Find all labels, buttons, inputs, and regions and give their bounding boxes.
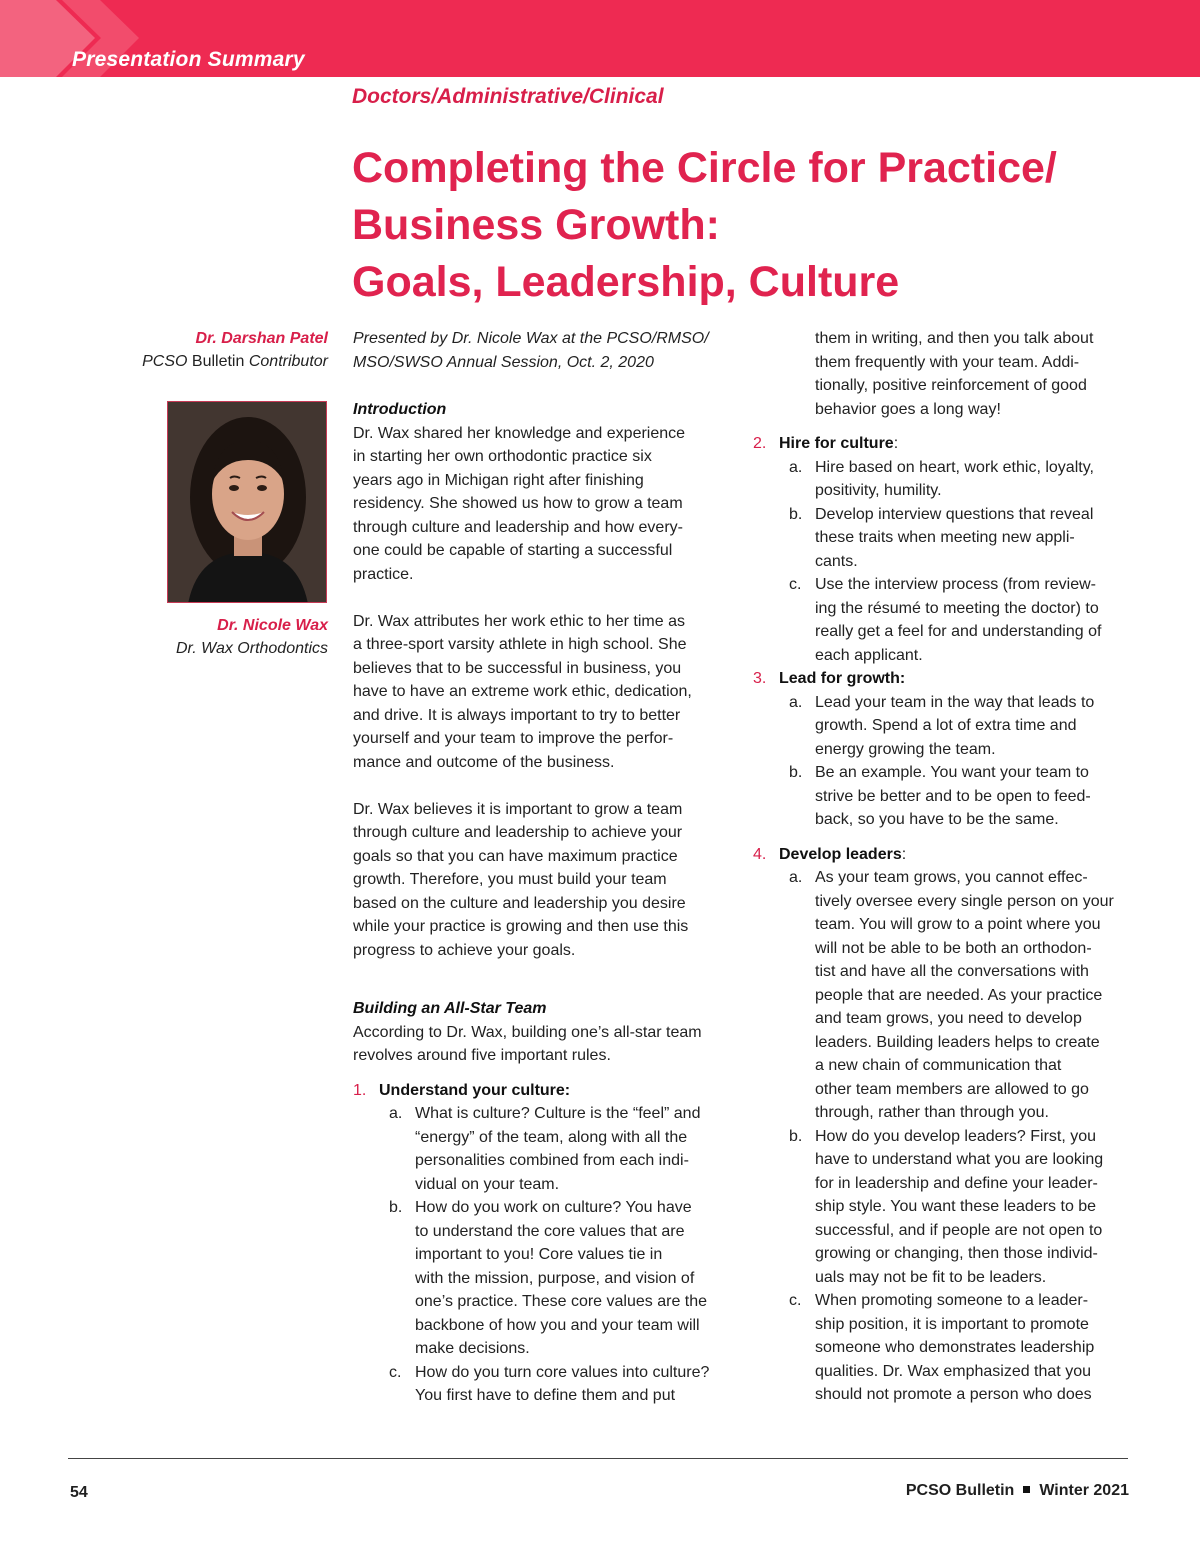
rule-subitem-continued: them in writing, and then you talk about them frequently with your team. Addi- tionally, positive reinforcement of good behavior goes a long way! (815, 330, 1094, 418)
intro-paragraph: Dr. Wax attributes her work ethic to her time as a three-sport varsity athlete in high school. She believes that to be successful in business, you have to have an extreme work ethic, dedication, and drive. It is always important to try to better yourself and your team to improve the perfor- mance and outcome of the business. (353, 612, 692, 771)
presenter-name: Dr. Nicole Wax (217, 617, 328, 634)
author-name: Dr. Darshan Patel (195, 330, 328, 347)
presenter-photo (167, 401, 327, 603)
rule-item: 2. Hire for culture: (753, 435, 899, 452)
rule-subitem: c. Use the interview process (from review- ing the résumé to meeting the doctor) to really get a feel for and understanding of each applicant. (789, 576, 1102, 664)
author-byline (142, 327, 328, 373)
article-title (352, 140, 1152, 311)
team-heading: Building an All-Star Team (353, 1000, 547, 1017)
rule-subitem: c. When promoting someone to a leader- ship position, it is important to promote someone who demonstrates leadership qualities. Dr. Wax emphasized that you should not promote a person who does (789, 1292, 1095, 1403)
issue-name: Winter 2021 (1039, 1482, 1129, 1499)
intro-heading: Introduction (353, 401, 447, 418)
article-column-left (353, 327, 733, 1408)
rule-subitem: a. What is culture? Culture is the “feel” and “energy” of the team, along with all the personalities combined from each indi- vidual on your team. (389, 1105, 701, 1193)
page-number: 54 (70, 1484, 88, 1501)
publication-footer (906, 1482, 1129, 1500)
intro-paragraph: Dr. Wax shared her knowledge and experience in starting her own orthodontic practice six years ago in Michigan right after finishing residency. She showed us how to grow a team through culture and leadership and how every- one could be capable of starting a successful practice. (353, 424, 686, 583)
author-role: PCSO Bulletin Contributor (142, 353, 328, 370)
square-bullet-icon (1023, 1486, 1030, 1493)
presented-by: Presented by Dr. Nicole Wax at the PCSO/RMSO/ MSO/SWSO Annual Session, Oct. 2, 2020 (353, 330, 709, 371)
rule-subitem: c. How do you turn core values into culture? You first have to define them and put (389, 1363, 710, 1404)
article-column-right (753, 327, 1133, 1407)
category-kicker: Doctors/Administrative/Clinical (352, 85, 664, 108)
team-paragraph: According to Dr. Wax, building one’s all-star team revolves around five important rules. (353, 1023, 702, 1064)
rule-subitem: a. As your team grows, you cannot effec- tively oversee every single person on your team. You will grow to a point where you will not be able to be both an orthodon- tist and have all the conversations with people that are needed. As your practice and team grows, you need to develop leaders. Building leaders helps to create a new chain of communication that other team members are allowed to go through, rather than through you. (789, 869, 1114, 1121)
footer-divider (68, 1458, 1128, 1459)
rule-item: 3. Lead for growth: (753, 670, 906, 687)
intro-paragraph: Dr. Wax believes it is important to grow a team through culture and leadership to achieve your goals so that you can have maximum practice growth. Therefore, you must build your team based on the culture and leadership you desire while your practice is growing and then use this progress to achieve your goals. (353, 800, 689, 959)
title-line: Goals, Leadership, Culture (352, 258, 900, 306)
rule-subitem: b. How do you work on culture? You have to understand the core values that are important to you! Core values tie in with the mission, purpose, and vision of one’s practice. These core values are the backbone of how you and your team will make decisions. (389, 1199, 708, 1357)
rule-subitem: b. How do you develop leaders? First, you have to understand what you are looking for in leadership and define your leader- ship style. You want these leaders to be successful, and if people are not open to growing or changing, then those individ- uals may not be fit to be leaders. (789, 1127, 1104, 1286)
section-label: Presentation Summary (72, 48, 305, 71)
presenter-affiliation: Dr. Wax Orthodontics (175, 640, 328, 657)
rule-subitem: b. Be an example. You want your team to strive be better and to be open to feed- back, so you have to be the same. (789, 764, 1091, 828)
header-band (0, 0, 1200, 77)
rule-item: 1. Understand your culture: (353, 1081, 571, 1099)
rule-item: 4. Develop leaders: (753, 845, 907, 863)
rule-subitem: a. Hire based on heart, work ethic, loyalty, positivity, humility. (789, 458, 1094, 499)
rule-subitem: b. Develop interview questions that reveal these traits when meeting new appli- cants. (789, 505, 1094, 570)
title-line: Completing the Circle for Practice/ (352, 144, 1057, 192)
presenter-byline (176, 614, 328, 660)
title-line: Business Growth: (352, 201, 720, 249)
rule-subitem: a. Lead your team in the way that leads to growth. Spend a lot of extra time and energy growing the team. (789, 693, 1095, 758)
publication-name: PCSO Bulletin (905, 1482, 1015, 1499)
